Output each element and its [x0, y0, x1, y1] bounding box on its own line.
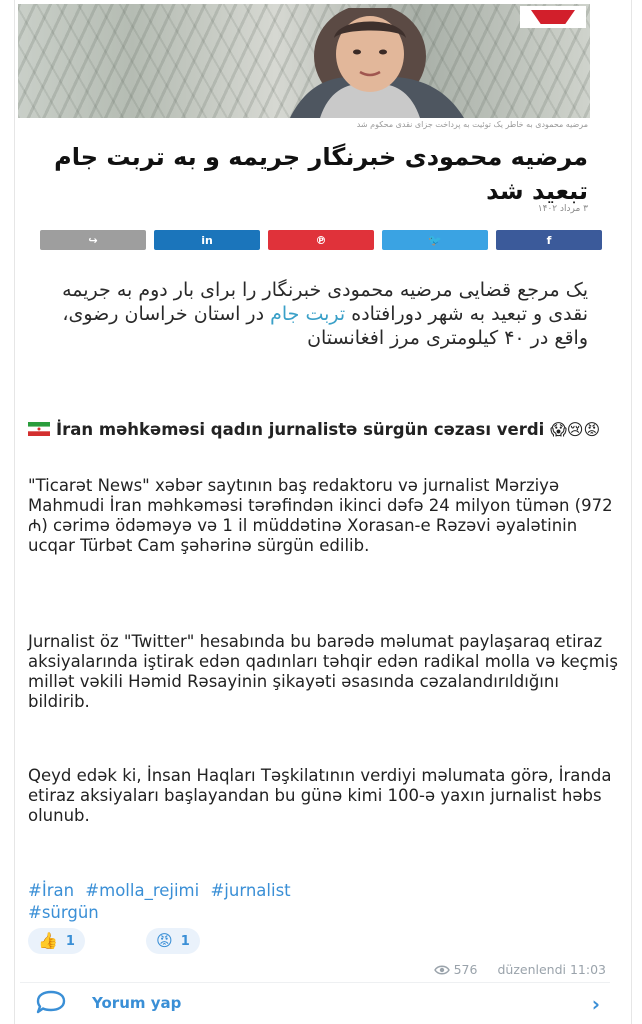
reaction-thumbs-up[interactable] [28, 928, 85, 954]
news-site-logo [520, 6, 586, 28]
post-title [28, 420, 618, 440]
body-paragraph-3: Qeyd edək ki, İnsan Haqları Təşkilatının verdiyi məlumata görə, İranda etiraz aksiyaları başlayandan bu günə kimi 100-ə yaxın jurnalist həbs olunub. [28, 766, 612, 825]
facebook-share-button[interactable] [496, 230, 602, 250]
torbat-jam-link[interactable]: تربت جام [270, 303, 346, 325]
hashtag-jurnalist[interactable]: #jurnalist [210, 881, 291, 900]
message-meta [434, 962, 606, 977]
divider [20, 982, 610, 983]
article-hero-image[interactable] [18, 4, 590, 118]
reaction-angry[interactable] [146, 928, 200, 954]
chevron-right-icon: › [591, 992, 600, 1016]
hashtag-iran[interactable]: #İran [28, 881, 75, 900]
reaction-count: 1 [180, 933, 190, 949]
farsi-article-excerpt [40, 278, 588, 350]
comment-label: Yorum yap [92, 994, 182, 1012]
iran-flag-icon [28, 422, 50, 436]
eye-icon [434, 965, 450, 975]
reaction-count: 1 [65, 933, 75, 949]
twitter-share-button[interactable] [382, 230, 488, 250]
hashtag-molla-rejimi[interactable]: #molla_rejimi [85, 881, 200, 900]
angry-face-icon: 😡 [156, 931, 173, 950]
body-paragraph-1: "Ticarət News" xəbər saytının baş redaktoru və jurnalist Mərziyə Mahmudi İran məhkəməsi tərəfindən ikinci dəfə 24 milyon tümən (972 ₼) cərimə ödəməyə və 1 il müddətinə Xorasan-e Rəzəvi əyalətinin ucqar Türbət Cam şəhərinə sürgün edilib. [28, 476, 613, 555]
woman-portrait-image [250, 8, 486, 118]
farsi-rest-text: در استان خراسان رضوی، واقع در ۴۰ کیلومتری مرز افغانستان [62, 303, 588, 349]
article-date: ۳ مرداد ۱۴۰۲ [537, 204, 588, 214]
comment-bubble-icon [34, 990, 68, 1016]
share-icon: ↪ [88, 233, 98, 247]
linkedin-icon: in [201, 233, 213, 247]
title-emojis: 😱😢😡 [550, 420, 601, 439]
hashtag-surgun[interactable]: #sürgün [28, 903, 99, 922]
pinterest-share-button[interactable] [268, 230, 374, 250]
view-count: 576 [453, 962, 478, 977]
farsi-intro-text: یک مرجع قضایی مرضیه محمودی خبرنگار را برای بار دوم به جریمه نقدی و تبعید به شهر دورافتاده [62, 279, 588, 325]
share-button[interactable] [40, 230, 146, 250]
thumbs-up-icon: 👍 [38, 931, 58, 950]
edited-timestamp: düzenlendi 11:03 [497, 962, 606, 977]
twitter-icon: 🐦 [428, 233, 442, 247]
linkedin-share-button[interactable] [154, 230, 260, 250]
comment-button[interactable] [28, 988, 608, 1018]
post-title-text: İran məhkəməsi qadın jurnalistə sürgün cəzası verdi [56, 420, 545, 439]
article-headline: مرضیه محمودی خبرنگار جریمه و به تربت جام تبعید شد [54, 143, 588, 205]
facebook-icon: f [546, 233, 552, 247]
hashtag-list [28, 880, 618, 924]
body-paragraph-2: Jurnalist öz "Twitter" hesabında bu barədə məlumat paylaşaraq etiraz aksiyalarında iştirak edən qadınları təhqir edən radikal molla və keçmiş millət vəkili Həmid Rəsayinin şikayəti əsasında cəzalandırıldığını bildirib. [28, 632, 618, 711]
hero-caption: مرضیه محمودی به خاطر یک توئیت به پرداخت جزای نقدی محکوم شد [356, 120, 588, 129]
pinterest-icon: ℗ [315, 233, 327, 247]
